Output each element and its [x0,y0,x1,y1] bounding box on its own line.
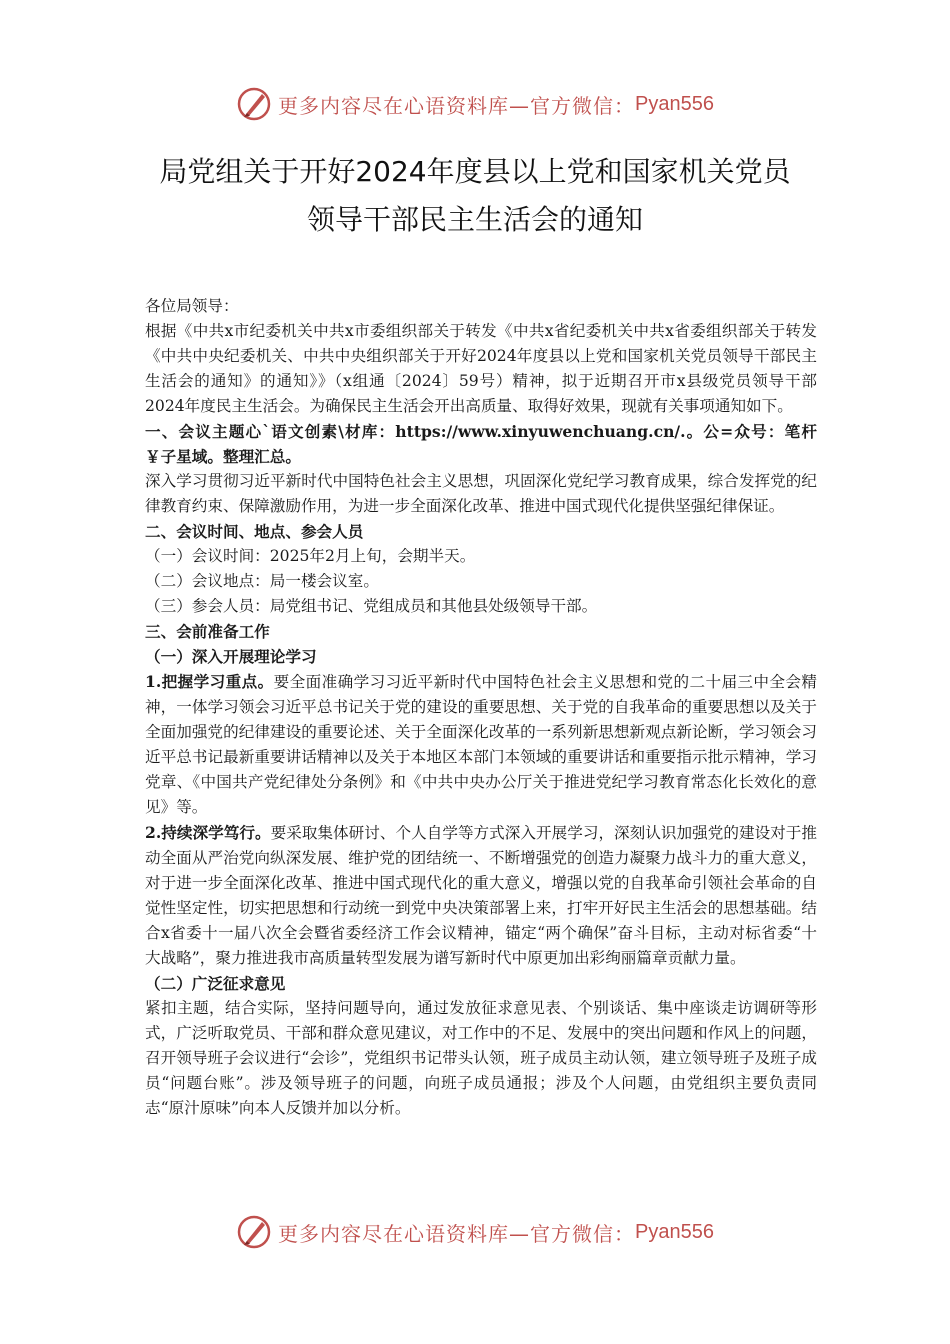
section-2-heading: 二、会议时间、地点、参会人员 [145,522,364,541]
section-1-heading: 一、会议主题心`语文创素\材库：https://www.xinyuwenchuang.cn/.。公=众号：笔杆￥子星域。整理汇总。 [145,422,817,466]
section-3-sub-2-body: 紧扣主题，结合实际，坚持问题导向，通过发放征求意见表、个别谈话、集中座谈走访调研等形式，广泛听取党员、干部和群众意见建议，对工作中的不足、发展中的突出问题和作风上的问题，召开领导班子会议进行“会诊”，党组织书记带头认领，班子成员主动认领，建立领导班子及班子成员“问题台账”。涉及领导班子的问题，向班子成员通报；涉及个人问题，由党组织主要负责同志“原汁原味”向本人反馈并加以分析。 [145,999,817,1117]
salutation: 各位局领导： [145,297,239,315]
header-watermark-banner [0,84,950,124]
section-3-heading: 三、会前准备工作 [145,622,270,641]
deep-study-paragraph [145,820,817,971]
banner-wechat-id: Pyan556 [635,92,714,115]
study-focus-paragraph [145,669,817,820]
title-line-1: 局党组关于开好2024年度县以上党和国家机关党员 [159,155,791,188]
section-2-item-time: （一）会议时间：2025年2月上旬，会期半天。 [145,547,476,565]
banner-wechat-id: Pyan556 [635,1220,714,1243]
pen-logo-icon [236,86,272,122]
banner-text: 更多内容尽在心语资料库—官方微信： [278,1221,636,1246]
pen-logo-icon [236,1214,272,1250]
document-body [145,294,817,1121]
deep-study-body: 要采取集体研讨、个人自学等方式深入开展学习，深刻认识加强党的建设对于推动全面从严治党向纵深发展、维护党的团结统一、不断增强党的创造力凝聚力战斗力的重大意义，对于进一步全面深化改革、推进中国式现代化的重大意义，增强以党的自我革命引领社会革命的自觉性坚定性，切实把思想和行动统一到党中央决策部署上来，打牢开好民主生活会的思想基础。结合x省委十一届八次全会暨省委经济工作会议精神，锚定“两个确保”奋斗目标，主动对标省委“十大战略”，聚力推进我市高质量转型发展为谱写新时代中原更加出彩绚丽篇章贡献力量。 [145,824,817,967]
section-2-item-attendees: （三）参会人员：局党组书记、党组成员和其他县处级领导干部。 [145,597,598,615]
study-focus-body: 要全面准确学习习近平新时代中国特色社会主义思想和党的二十届三中全会精神，一体学习领会习近平总书记关于党的建设的重要思想、关于党的自我革命的重要思想以及关于全面加强党的纪律建设的重要论述、关于全面深化改革的一系列新思想新观点新论断，学习领会习近平总书记最新重要讲话精神以及关于本地区本部门本领域的重要讲话和重要指示批示精神，学习党章、《中国共产党纪律处分条例》和《中共中央办公厅关于推进党纪学习教育常态化长效化的意见》等。 [145,673,817,816]
study-focus-lead: 1.把握学习重点。 [145,672,274,691]
banner-text: 更多内容尽在心语资料库—官方微信： [278,93,636,118]
intro-paragraph: 根据《中共x市纪委机关中共x市委组织部关于转发《中共x省纪委机关中共x省委组织部关于转发《中共中央纪委机关、中共中央组织部关于开好2024年度县以上党和国家机关党员领导干部民主生活会的通知》的通知》》（x组通〔2024〕59号）精神，拟于近期召开市x县级党员领导干部2024年度民主生活会。为确保民主生活会开出高质量、取得好效果，现就有关事项通知如下。 [145,322,817,415]
title-line-2: 领导干部民主生活会的通知 [306,203,643,236]
section-1-body: 深入学习贯彻习近平新时代中国特色社会主义思想，巩固深化党纪学习教育成果，综合发挥党的纪律教育约束、保障激励作用，为进一步全面深化改革、推进中国式现代化提供坚强纪律保证。 [145,472,817,515]
document-title [0,148,950,244]
section-3-sub-2-heading: （二）广泛征求意见 [145,974,286,993]
section-2-item-place: （二）会议地点：局一楼会议室。 [145,572,379,590]
deep-study-lead: 2.持续深学笃行。 [145,823,271,842]
section-3-sub-1-heading: （一）深入开展理论学习 [145,647,317,666]
footer-watermark-banner [0,1212,950,1252]
